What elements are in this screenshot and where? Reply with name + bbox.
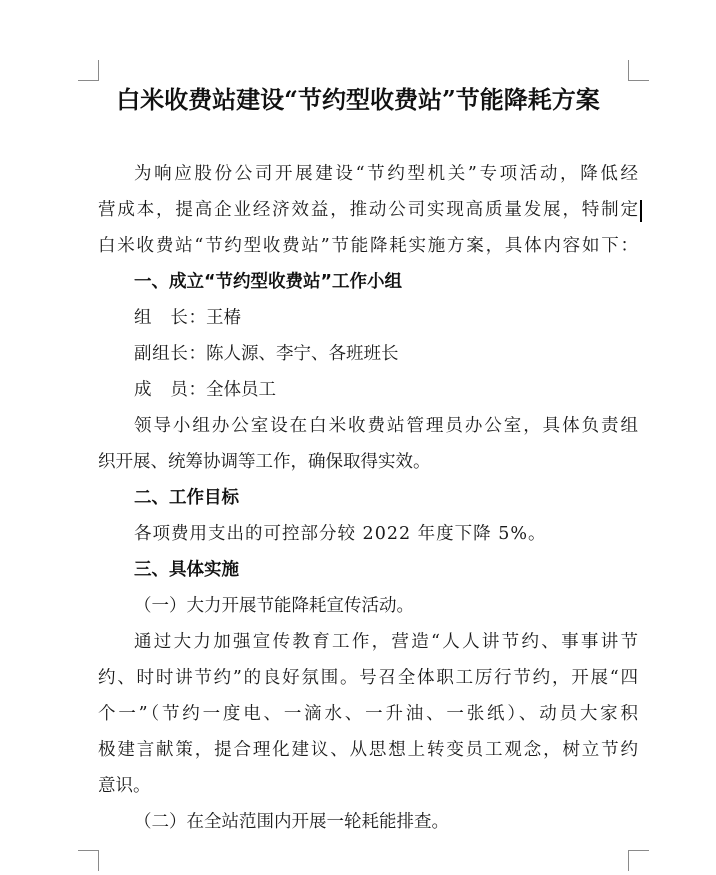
section3-heading: 三、具体实施 (134, 560, 239, 580)
member-value-staff: 全体员工 (206, 380, 276, 400)
section2-heading: 二、工作目标 (134, 488, 239, 508)
intro-line-2-text: 营成本，提高企业经济效益，推动公司实现高质量发展，特制定 (98, 200, 638, 220)
member-role-deputy: 副组长： (134, 344, 206, 364)
member-row-leader (98, 300, 638, 336)
section3-sub2: （二）在全站范围内开展一轮耗能排查。 (134, 812, 449, 832)
crop-mark-bottom-right (628, 850, 649, 871)
sub1-text-line-3: 个一”（节约一度电、一滴水、一升油、一张纸）、动员大家积 (98, 704, 638, 724)
intro-line-2 (98, 192, 638, 228)
office-line-1: 领导小组办公室设在白米收费站管理员办公室，具体负责组 (134, 416, 638, 436)
crop-mark-bottom-left (78, 850, 99, 871)
member-value-deputy: 陈人源、李宁、各班班长 (206, 344, 399, 364)
section3-sub1: （一）大力开展节能降耗宣传活动。 (134, 596, 414, 616)
member-role-staff: 成 员： (134, 380, 206, 400)
sub1-text-line-1: 通过大力加强宣传教育工作，营造“人人讲节约、事事讲节 (134, 632, 638, 652)
member-role-leader: 组 长： (134, 308, 206, 328)
text-cursor (640, 200, 642, 222)
intro-line-3: 白米收费站“节约型收费站”节能降耗实施方案，具体内容如下： (98, 236, 638, 256)
crop-mark-top-right (628, 60, 649, 81)
document-title: 白米收费站建设“节约型收费站”节能降耗方案 (116, 85, 600, 114)
office-line-2: 织开展、统筹协调等工作，确保取得实效。 (98, 452, 431, 472)
member-row-staff (98, 372, 638, 408)
section2-text: 各项费用支出的可控部分较 2022 年度下降 5%。 (134, 524, 547, 544)
member-row-deputy (98, 336, 638, 372)
sub1-text-line-4: 极建言献策，提合理化建议、从思想上转变员工观念，树立节约 (98, 740, 638, 760)
intro-line-1: 为响应股份公司开展建设“节约型机关”专项活动，降低经 (134, 164, 638, 184)
document-body[interactable] (98, 156, 638, 840)
member-value-leader: 王椿 (206, 308, 241, 328)
crop-mark-top-left (78, 60, 99, 81)
sub1-text-line-5: 意识。 (98, 776, 151, 796)
section1-heading: 一、成立“节约型收费站”工作小组 (134, 272, 403, 292)
sub1-text-line-2: 约、时时讲节约”的良好氛围。号召全体职工厉行节约，开展“四 (98, 668, 638, 688)
